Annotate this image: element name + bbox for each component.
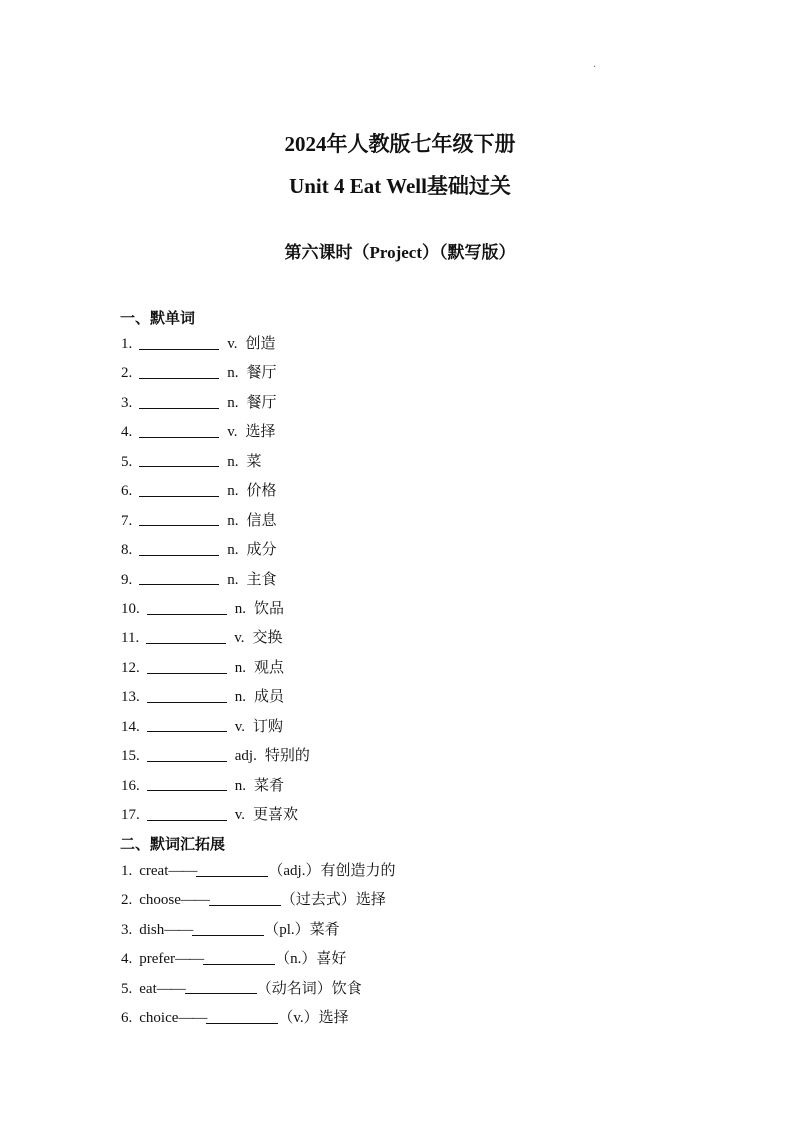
- form-hint: （pl.）菜肴: [264, 921, 340, 938]
- base-word: creat: [139, 863, 169, 879]
- answer-blank[interactable]: [203, 949, 275, 965]
- dash-separator: ——: [175, 951, 204, 968]
- answer-blank[interactable]: [146, 628, 226, 644]
- answer-blank[interactable]: [139, 569, 219, 585]
- meaning-text: 餐厅: [246, 365, 277, 382]
- answer-blank[interactable]: [139, 481, 219, 497]
- meaning-text: 成分: [246, 542, 277, 559]
- answer-blank[interactable]: [147, 658, 227, 674]
- meaning-text: 选择: [245, 424, 276, 441]
- part-of-speech: v.: [234, 630, 245, 647]
- part-of-speech: adj.: [234, 748, 257, 765]
- item-number: 14.: [121, 718, 140, 735]
- meaning-text: 菜肴: [254, 777, 285, 794]
- item-number: 12.: [121, 659, 140, 676]
- part-of-speech: v.: [227, 336, 238, 352]
- item-number: 6.: [121, 1010, 133, 1027]
- answer-blank[interactable]: [209, 890, 281, 906]
- answer-blank[interactable]: [139, 363, 219, 379]
- answer-blank[interactable]: [139, 422, 219, 438]
- part-of-speech: n.: [227, 542, 239, 559]
- item-number: 5.: [121, 980, 133, 997]
- item-number: 10.: [121, 600, 140, 617]
- list-item: [121, 654, 310, 683]
- list-item: [121, 683, 310, 712]
- form-hint: （n.）喜好: [275, 951, 347, 968]
- item-number: 9.: [121, 571, 133, 588]
- dash-separator: ——: [164, 921, 193, 938]
- dash-separator: ——: [178, 1010, 207, 1027]
- list-item: [121, 448, 310, 477]
- meaning-text: 主食: [246, 571, 277, 588]
- item-number: 3.: [121, 394, 133, 411]
- part-of-speech: n.: [227, 571, 239, 588]
- list-item: [121, 624, 310, 653]
- list-item: [121, 359, 310, 388]
- meaning-text: 特别的: [264, 748, 310, 765]
- list-item: [121, 713, 310, 742]
- part-of-speech: n.: [227, 394, 239, 411]
- answer-blank[interactable]: [147, 775, 227, 791]
- answer-blank[interactable]: [147, 746, 227, 762]
- list-item: [121, 595, 310, 624]
- list-item: [121, 536, 310, 565]
- dash-separator: ——: [168, 863, 197, 879]
- list-item: [121, 566, 310, 595]
- base-word: choose: [139, 892, 181, 909]
- answer-blank[interactable]: [147, 599, 227, 615]
- meaning-text: 更喜欢: [253, 807, 299, 823]
- item-number: 4.: [121, 951, 133, 968]
- item-number: 1.: [121, 863, 133, 879]
- part-of-speech: n.: [227, 483, 239, 500]
- corner-mark: ·: [593, 62, 597, 73]
- part-of-speech: n.: [227, 453, 239, 470]
- meaning-text: 饮品: [254, 600, 285, 617]
- form-hint: （过去式）选择: [280, 892, 386, 909]
- part-of-speech: v.: [227, 424, 238, 441]
- part-of-speech: n.: [234, 689, 246, 706]
- item-number: 2.: [121, 365, 133, 382]
- answer-blank[interactable]: [147, 687, 227, 703]
- item-number: 15.: [121, 748, 140, 765]
- dash-separator: ——: [180, 892, 209, 909]
- answer-blank[interactable]: [192, 920, 264, 936]
- list-item: [121, 330, 310, 359]
- dash-separator: ——: [156, 980, 185, 997]
- meaning-text: 创造: [245, 336, 276, 352]
- meaning-text: 信息: [246, 512, 277, 529]
- meaning-text: 餐厅: [246, 394, 277, 411]
- answer-blank[interactable]: [139, 393, 219, 409]
- list-item: [121, 507, 310, 536]
- list-item: [121, 772, 310, 801]
- item-number: 7.: [121, 512, 133, 529]
- list-item: [121, 389, 310, 418]
- list-item: [121, 857, 395, 886]
- list-item: [121, 945, 395, 974]
- base-word: prefer: [139, 951, 176, 968]
- page-title: 2024年人教版七年级下册: [284, 132, 516, 156]
- item-number: 5.: [121, 453, 133, 470]
- meaning-text: 成员: [254, 689, 285, 706]
- list-item: [121, 477, 310, 506]
- item-number: 13.: [121, 689, 140, 706]
- list-item: [121, 975, 395, 1004]
- item-number: 1.: [121, 336, 133, 352]
- list-item: [121, 418, 310, 447]
- list-item: [121, 742, 310, 771]
- unit-title: Unit 4 Eat Well基础过关: [289, 174, 511, 198]
- meaning-text: 价格: [246, 483, 277, 500]
- item-number: 3.: [121, 921, 133, 938]
- list-item: [121, 1004, 395, 1033]
- answer-blank[interactable]: [139, 334, 219, 350]
- part-of-speech: v.: [234, 718, 246, 735]
- answer-blank[interactable]: [139, 451, 219, 467]
- meaning-text: 观点: [254, 659, 285, 676]
- section-heading-extension: 二、默词汇拓展: [120, 837, 226, 853]
- meaning-text: 订购: [253, 718, 284, 735]
- word-dictation-list: [121, 330, 310, 830]
- answer-blank[interactable]: [139, 540, 219, 556]
- item-number: 4.: [121, 424, 133, 441]
- item-number: 8.: [121, 542, 133, 559]
- answer-blank[interactable]: [196, 861, 268, 877]
- meaning-text: 菜: [246, 453, 262, 470]
- base-word: eat: [139, 980, 157, 997]
- part-of-speech: v.: [234, 807, 246, 823]
- meaning-text: 交换: [252, 630, 283, 647]
- base-word: choice: [139, 1010, 179, 1027]
- base-word: dish: [139, 921, 165, 938]
- item-number: 17.: [121, 807, 140, 823]
- answer-blank[interactable]: [147, 716, 227, 732]
- item-number: 16.: [121, 777, 140, 794]
- lesson-subtitle: 第六课时（Project）（默写版）: [284, 243, 516, 262]
- part-of-speech: n.: [234, 659, 246, 676]
- answer-blank[interactable]: [139, 510, 219, 526]
- list-item: [121, 886, 395, 915]
- vocab-extension-list: [121, 857, 395, 1034]
- answer-blank[interactable]: [185, 978, 257, 994]
- item-number: 6.: [121, 483, 133, 500]
- item-number: 2.: [121, 892, 133, 909]
- list-item: [121, 916, 395, 945]
- item-number: 11.: [121, 630, 140, 647]
- part-of-speech: n.: [227, 512, 239, 529]
- form-hint: （v.）选择: [278, 1010, 349, 1027]
- list-item: [121, 801, 310, 830]
- part-of-speech: n.: [234, 777, 246, 794]
- part-of-speech: n.: [227, 365, 239, 382]
- form-hint: （动名词）饮食: [256, 980, 362, 997]
- answer-blank[interactable]: [147, 805, 227, 821]
- answer-blank[interactable]: [206, 1008, 278, 1024]
- section-heading-words: 一、默单词: [120, 311, 196, 327]
- form-hint: （adj.）有创造力的: [268, 863, 396, 879]
- part-of-speech: n.: [234, 600, 246, 617]
